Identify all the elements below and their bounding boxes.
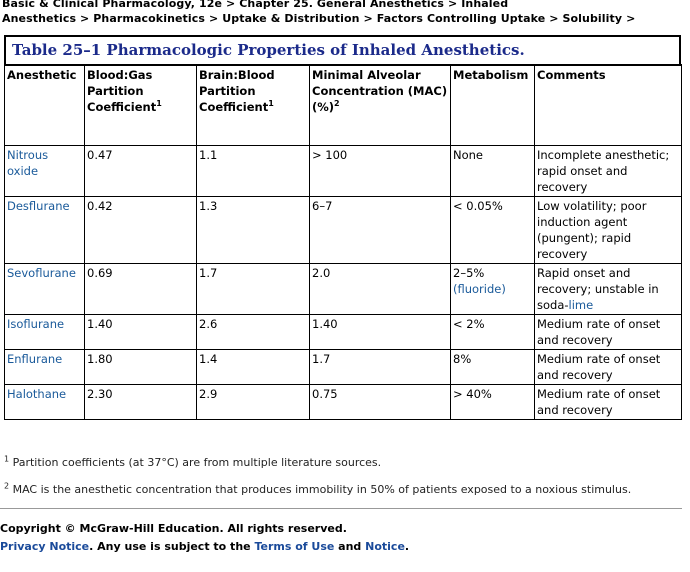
cell-metabolism (451, 264, 535, 315)
table-row (5, 350, 682, 385)
cell-mac: > 100 (310, 146, 451, 197)
cell-mac: 1.40 (310, 315, 451, 350)
footer-end-text: . (404, 540, 410, 553)
cell-mac: 1.7 (310, 350, 451, 385)
cell-metabolism: None (451, 146, 535, 197)
cell-comments: Medium rate of onset and recovery (535, 350, 682, 385)
header-metabolism: Metabolism (451, 65, 535, 146)
header-brain-blood (197, 65, 310, 146)
cell-comments: Incomplete anesthetic; rapid onset and recovery (535, 146, 682, 197)
cell-blood-gas: 0.42 (85, 197, 197, 264)
cell-comments: Medium rate of onset and recovery (535, 315, 682, 350)
cell-anesthetic[interactable]: Desflurane (5, 197, 85, 264)
cell-anesthetic[interactable]: Nitrous oxide (5, 146, 85, 197)
cell-comments (535, 264, 682, 315)
header-footnote-1[interactable]: 1 (156, 99, 162, 109)
header-anesthetic: Anesthetic (5, 65, 85, 146)
cell-metabolism: > 40% (451, 385, 535, 420)
cell-blood-gas: 0.69 (85, 264, 197, 315)
footnote-2-mark: 2 (4, 481, 10, 491)
footer-middle-text: . Any use is subject to the (89, 540, 255, 553)
metabolism-value: 2–5% (453, 266, 485, 280)
table-header-row (5, 65, 682, 146)
footnote-1-mark: 1 (4, 454, 10, 464)
cell-blood-gas: 1.80 (85, 350, 197, 385)
cell-blood-gas: 2.30 (85, 385, 197, 420)
table-row (5, 146, 682, 197)
footer-and-text: and (334, 540, 366, 553)
cell-blood-gas: 1.40 (85, 315, 197, 350)
cell-brain-blood: 1.3 (197, 197, 310, 264)
cell-mac: 0.75 (310, 385, 451, 420)
cell-brain-blood: 2.9 (197, 385, 310, 420)
table-row (5, 315, 682, 350)
footnote-1 (4, 456, 381, 469)
cell-metabolism: 8% (451, 350, 535, 385)
divider (0, 508, 682, 509)
cell-brain-blood: 1.7 (197, 264, 310, 315)
cell-anesthetic[interactable]: Isoflurane (5, 315, 85, 350)
breadcrumb (2, 0, 635, 26)
table-row (5, 385, 682, 420)
notice-link[interactable]: Notice (365, 540, 405, 553)
header-footnote-1b[interactable]: 1 (268, 99, 274, 109)
header-mac (310, 65, 451, 146)
lime-link[interactable]: lime (568, 298, 594, 312)
header-comments: Comments (535, 65, 682, 146)
cell-comments: Medium rate of onset and recovery (535, 385, 682, 420)
cell-anesthetic[interactable]: Enflurane (5, 350, 85, 385)
cell-brain-blood: 2.6 (197, 315, 310, 350)
cell-brain-blood: 1.4 (197, 350, 310, 385)
cell-brain-blood: 1.1 (197, 146, 310, 197)
header-blood-gas-text: Blood:Gas Partition Coefficient (87, 68, 157, 114)
terms-of-use-link[interactable]: Terms of Use (254, 540, 335, 553)
footnote-1-text: Partition coefficients (at 37°C) are from multiple literature sources. (12, 456, 382, 469)
cell-mac: 6–7 (310, 197, 451, 264)
header-mac-text: Minimal Alveolar Concentration (MAC) (%) (312, 68, 448, 114)
privacy-notice-link[interactable]: Privacy Notice (0, 540, 90, 553)
cell-mac: 2.0 (310, 264, 451, 315)
table-container (4, 35, 681, 420)
cell-blood-gas: 0.47 (85, 146, 197, 197)
comments-text: Rapid onset and recovery; unstable in soda- (537, 266, 659, 312)
footnote-2 (4, 483, 631, 496)
footnote-2-text: MAC is the anesthetic concentration that produces immobility in 50% of patients exposed to a noxious stimulus. (12, 483, 632, 496)
fluoride-link[interactable]: (fluoride) (453, 282, 506, 296)
header-brain-blood-text: Brain:Blood Partition Coefficient (199, 68, 275, 114)
breadcrumb-line-1[interactable]: Basic & Clinical Pharmacology, 12e > Chapter 25. General Anesthetics > Inhaled (2, 0, 509, 10)
cell-anesthetic[interactable]: Sevoflurane (5, 264, 85, 315)
header-blood-gas (85, 65, 197, 146)
cell-metabolism: < 2% (451, 315, 535, 350)
cell-comments: Low volatility; poor induction agent (pungent); rapid recovery (535, 197, 682, 264)
footer-links-line (0, 538, 409, 556)
table-row (5, 197, 682, 264)
header-footnote-2[interactable]: 2 (334, 99, 340, 109)
breadcrumb-line-2[interactable]: Anesthetics > Pharmacokinetics > Uptake & Distribution > Factors Controlling Uptake > Solubility > (2, 12, 636, 25)
table-row (5, 264, 682, 315)
footer (0, 520, 409, 556)
cell-metabolism: < 0.05% (451, 197, 535, 264)
cell-anesthetic[interactable]: Halothane (5, 385, 85, 420)
properties-table (4, 64, 682, 420)
table-caption: Table 25–1 Pharmacologic Properties of Inhaled Anesthetics. (4, 35, 681, 64)
copyright-text: Copyright © McGraw-Hill Education. All rights reserved. (0, 522, 347, 535)
